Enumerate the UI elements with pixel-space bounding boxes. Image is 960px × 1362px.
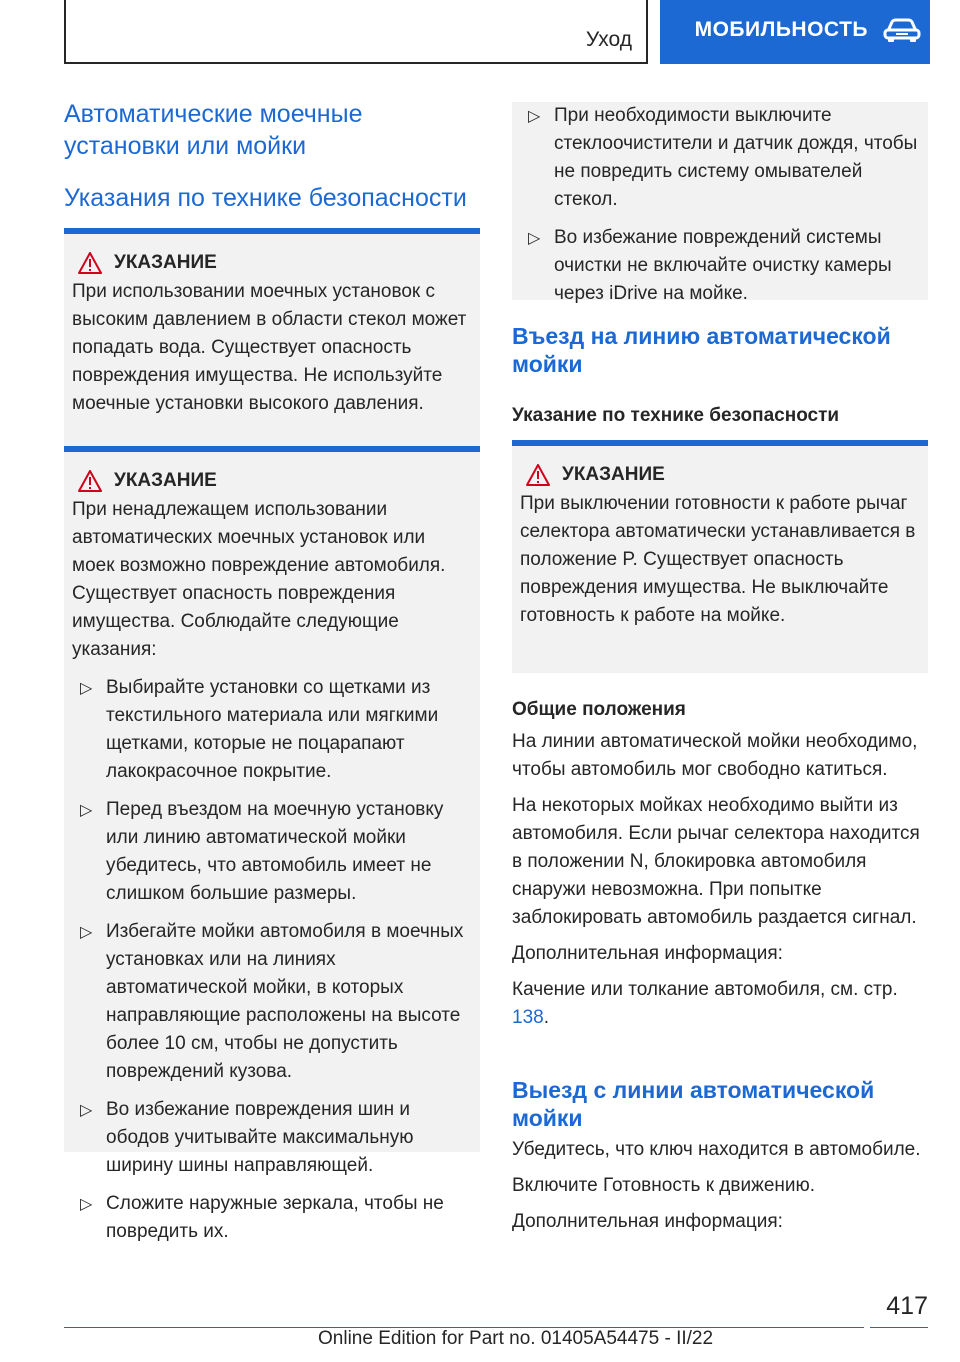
section-title: Автоматические моечные установки или мойки (64, 100, 363, 160)
warning-header (526, 464, 920, 486)
entry-safety-subtitle: Указание по технике безопасности (512, 405, 840, 426)
list-item: ▷ Выбирайте установки со щетками из текстильного материала или мягкими щетками, которые не поцарапают лакокрасочное покрытие. (80, 677, 439, 782)
page-number: 417 (886, 1292, 928, 1320)
warning-label: УКАЗАНИЕ (114, 470, 217, 491)
header-section-label: Уход (585, 28, 632, 51)
triangle-bullet-icon: ▷ (80, 1102, 93, 1119)
list-item: ▷ При необходимости выключите стеклоочистители и датчик дождя, чтобы не повредить систему омывателей стекол. (528, 105, 918, 210)
page-link[interactable]: 138 (512, 1007, 544, 1028)
warning-box-2-continued (512, 102, 928, 304)
warning-text: При ненадлежащем использовании автоматических моечных установок или моек возможно повреждение автомобиля. Существует опасность повреждения имущества. Соблюдайте следующие указания: (72, 499, 446, 660)
header-section-box (64, 0, 648, 64)
warning-box-3 (512, 440, 928, 673)
warning-text: При использовании моечных установок с высоким давлением в области стекол может попадать вода. Существует опасность повреждения имущества. Не используйте моечные установки высокого давления. (72, 281, 467, 414)
warning-header (78, 252, 472, 274)
warning-triangle-icon (78, 252, 102, 274)
general-paragraph-2: На некоторых мойках необходимо выйти из автомобиля. Если рычаг селектора находится в положении N, блокировка автомобиля снаружи невозможна. При попытке заблокировать автомобиль раздается сигнал. (512, 795, 920, 928)
warning-box-2 (64, 446, 480, 1242)
header-chapter-label: МОБИЛЬНОСТЬ (694, 18, 868, 41)
more-info-label: Дополнительная информация: (512, 1211, 783, 1232)
cross-reference: Качение или толкание автомобиля, см. стр. 138. (512, 979, 898, 1028)
list-item: ▷ Перед въездом на моечную установку или линию автоматической мойки убедитесь, что автомобиль имеет не слишком большие размеры. (80, 799, 444, 904)
general-paragraph-1: На линии автоматической мойки необходимо, чтобы автомобиль мог свободно катиться. (512, 731, 918, 780)
list-item: ▷ Во избежание повреждения шин и ободов учитывайте максимальную ширину шины направляющей. (80, 1099, 414, 1176)
safety-subtitle: Указания по технике безопасности (64, 184, 467, 212)
precaution-list (72, 674, 472, 1246)
warning-label: УКАЗАНИЕ (562, 464, 665, 485)
warning-triangle-icon (78, 470, 102, 492)
triangle-bullet-icon: ▷ (80, 924, 93, 941)
triangle-bullet-icon: ▷ (80, 1196, 93, 1213)
triangle-bullet-icon: ▷ (80, 680, 93, 697)
general-title: Общие положения (512, 699, 686, 720)
exit-title: Выезд с линии автоматической мойки (512, 1077, 875, 1131)
warning-header (78, 470, 472, 492)
triangle-bullet-icon: ▷ (80, 802, 93, 819)
triangle-bullet-icon: ▷ (528, 108, 541, 125)
precaution-list-continued (520, 102, 920, 308)
exit-section (512, 1136, 928, 1236)
footer-divider (870, 1327, 928, 1328)
edition-note: Online Edition for Part no. 01405A54475 - II/22 (318, 1328, 714, 1349)
warning-triangle-icon (526, 464, 550, 486)
list-item: ▷ Избегайте мойки автомобиля в моечных установках или на линиях автоматической мойки, в которых направляющие расположены на высоте более 10 см, чтобы не допустить повреждений кузова. (80, 921, 464, 1082)
header-chapter-box (660, 0, 930, 64)
car-icon (882, 17, 922, 43)
exit-paragraph-2: Включите Готовность к движению. (512, 1175, 816, 1196)
entry-title: Въезд на линию автоматической мойки (512, 323, 891, 377)
more-info-label: Дополнительная информация: (512, 943, 783, 964)
list-item: ▷ Сложите наружные зеркала, чтобы не повредить их. (80, 1193, 444, 1242)
warning-text: При выключении готовности к работе рычаг селектора автоматически устанавливается в положение P. Существует опасность повреждения имущества. Не выключайте готовность к работе на мойке. (520, 493, 916, 626)
warning-box-1 (64, 228, 480, 451)
exit-paragraph-1: Убедитесь, что ключ находится в автомобиле. (512, 1139, 921, 1160)
list-item: ▷ Во избежание повреждений системы очистки не включайте очистку камеры через iDrive на мойке. (528, 227, 892, 304)
general-section (512, 696, 928, 1032)
warning-label: УКАЗАНИЕ (114, 252, 217, 273)
triangle-bullet-icon: ▷ (528, 230, 541, 247)
